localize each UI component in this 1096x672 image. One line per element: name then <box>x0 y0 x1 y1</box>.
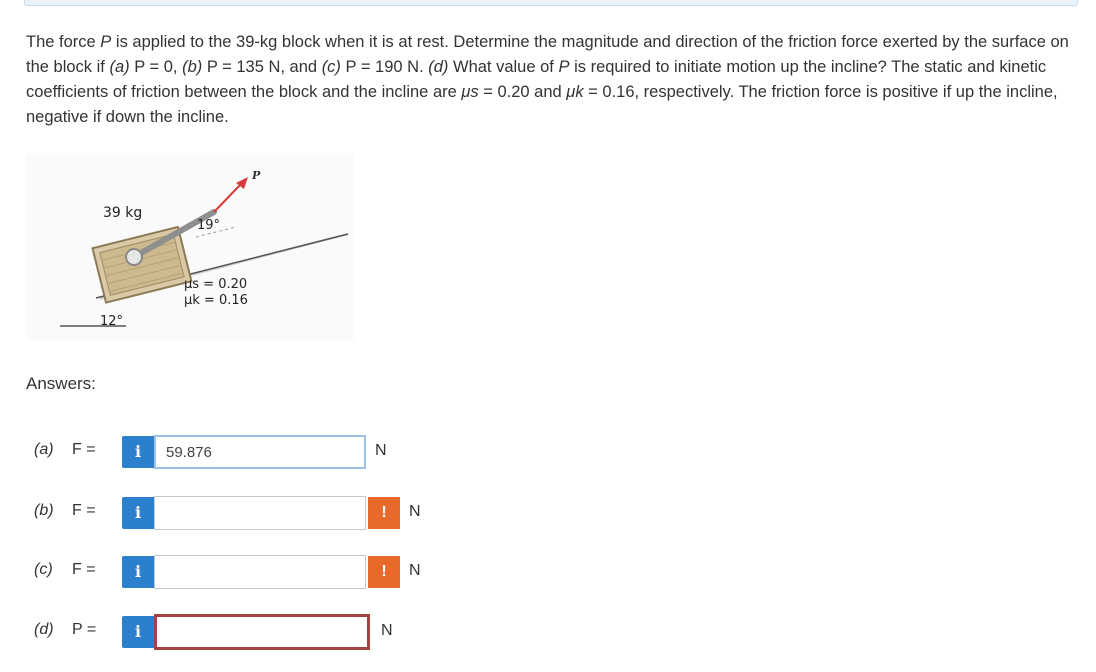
part-a-ref: (a) <box>109 58 130 76</box>
var-p: P <box>558 58 570 76</box>
force-arrow <box>214 183 242 212</box>
problem-figure <box>26 155 354 340</box>
warning-icon[interactable]: ! <box>368 556 400 588</box>
answer-input-a[interactable] <box>154 435 366 469</box>
question-text: What value of <box>448 58 559 76</box>
info-button[interactable]: i <box>122 497 154 529</box>
question-text: is applied to the 39-kg block when it is at rest. Determine the magnitude and direction of the friction force exerted by the surface on the block if <box>26 33 1069 76</box>
question-text: The force <box>26 33 101 51</box>
part-b-ref: (b) <box>182 58 203 76</box>
info-button[interactable]: i <box>122 436 154 468</box>
unit-label: N <box>381 622 393 639</box>
mass-label: 39 kg <box>103 205 143 221</box>
row-label: (a) F = <box>34 441 96 458</box>
handle-ring <box>126 249 142 265</box>
warning-icon[interactable]: ! <box>368 497 400 529</box>
question-text: P = 190 N. <box>340 58 429 76</box>
force-label: P <box>252 169 261 182</box>
force-angle-label: 19° <box>197 218 221 233</box>
incline-angle-label: 12° <box>100 314 124 329</box>
var-p: P <box>100 33 112 51</box>
answer-input-b[interactable] <box>154 496 366 530</box>
mu-s-label: μs = 0.20 <box>184 277 248 292</box>
question-text: is required to initiate motion up the incline? The static and kinetic coefficients of friction between the block and the incline are <box>26 58 1047 101</box>
top-panel-border <box>24 0 1078 6</box>
question-text: = 0.16, respectively. The friction force is positive if up the incline, negative if down the incline. <box>26 83 1058 126</box>
answer-input-c[interactable] <box>154 555 366 589</box>
part-d-ref: (d) <box>428 58 449 76</box>
mu-s-symbol: μs <box>461 83 479 101</box>
unit-label: N <box>375 442 387 459</box>
row-label: (b) F = <box>34 502 96 519</box>
problem-statement <box>26 30 1076 130</box>
question-text: P = 0, <box>129 58 183 76</box>
info-button[interactable]: i <box>122 616 154 648</box>
block-incline-diagram <box>26 155 354 340</box>
question-text: = 0.20 and <box>478 83 567 101</box>
mu-k-label: μk = 0.16 <box>184 293 248 308</box>
answer-input-d[interactable] <box>154 614 370 650</box>
unit-label: N <box>409 503 421 520</box>
mu-k-symbol: μk <box>566 83 584 101</box>
info-button[interactable]: i <box>122 556 154 588</box>
row-label: (c) F = <box>34 561 96 578</box>
row-label: (d) P = <box>34 621 97 638</box>
unit-label: N <box>409 562 421 579</box>
answers-heading: Answers: <box>26 374 96 393</box>
crate <box>93 227 192 303</box>
part-c-ref: (c) <box>321 58 341 76</box>
question-text: P = 135 N, and <box>202 58 322 76</box>
